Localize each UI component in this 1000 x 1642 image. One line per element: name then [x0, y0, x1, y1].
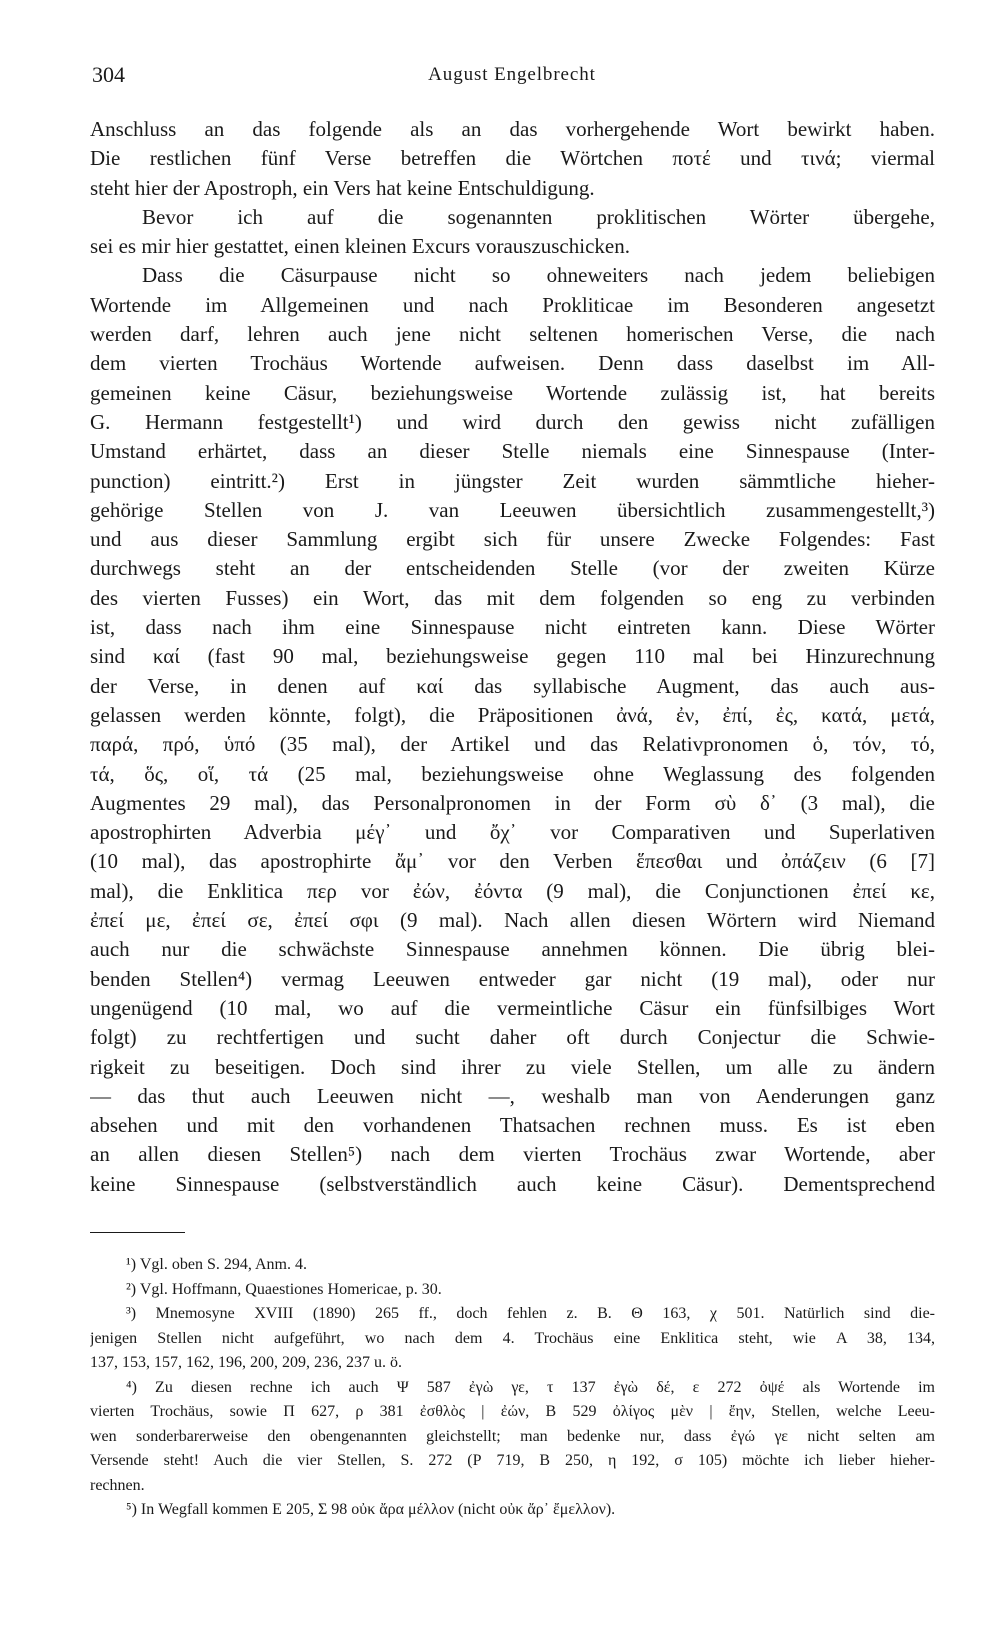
body-line: τά, ὅς, οἵ, τά (25 mal, beziehungsweise ohne Weglassung des folgenden	[90, 761, 935, 786]
footnotes	[90, 1253, 935, 1523]
footnote-line: 137, 153, 157, 162, 196, 200, 209, 236, 237 u. ö.	[90, 1354, 402, 1371]
body-line: — das thut auch Leeuwen nicht —, weshalb man von Aenderungen ganz	[90, 1083, 935, 1108]
body-line: absehen und mit den vorhandenen Thatsachen rechnen muss. Es ist eben	[90, 1113, 935, 1138]
body-line: apostrophirten Adverbia μέγ᾽ und ὄχ᾽ vor Comparativen und Superlativen	[90, 820, 935, 845]
body-line: punction) eintritt.²) Erst in jüngster Zeit wurden sämmtliche hieher-	[90, 468, 935, 493]
page-header	[92, 62, 932, 88]
body-line: an allen diesen Stellen⁵) nach dem vierten Trochäus zwar Wortende, aber	[90, 1142, 935, 1167]
body-line: Umstand erhärtet, dass an dieser Stelle niemals eine Sinnespause (Inter-	[90, 439, 935, 464]
body-line: Die restlichen fünf Verse betreffen die Wörtchen ποτέ und τινά; viermal	[90, 146, 935, 171]
footnote-line: ²) Vgl. Hoffmann, Quaestiones Homericae, p. 30.	[126, 1280, 442, 1298]
body-line: rigkeit zu beseitigen. Doch sind ihrer zu viele Stellen, um alle zu ändern	[90, 1054, 935, 1079]
body-line: keine Sinnespause (selbstverständlich auch keine Cäsur). Dementsprechend	[90, 1171, 935, 1196]
body-line: (10 mal), das apostrophirte ἄμ᾽ vor den Verben ἕπεσθαι und ὀπάζειν (6 [7]	[90, 849, 935, 874]
body-line: ἐπεί με, ἐπεί σε, ἐπεί σφι (9 mal). Nach allen diesen Wörtern wird Niemand	[90, 908, 935, 933]
body-line: benden Stellen⁴) vermag Leeuwen entweder gar nicht (19 mal), oder nur	[90, 966, 935, 991]
footnote-line: ¹) Vgl. oben S. 294, Anm. 4.	[126, 1256, 307, 1273]
body-line: und aus dieser Sammlung ergibt sich für unsere Zwecke Folgendes: Fast	[90, 527, 935, 552]
body-line: mal), die Enklitica περ vor ἐών, ἐόντα (9 mal), die Conjunctionen ἐπεί κε,	[90, 878, 935, 903]
body-line: des vierten Fusses) ein Wort, das mit dem folgenden so eng zu verbinden	[90, 585, 935, 610]
footnote-line: ⁴) Zu diesen rechne ich auch Ψ 587 ἐγὼ γε, τ 137 ἐγὼ δέ, ε 272 ὀψέ als Wortende im	[126, 1378, 935, 1396]
page-number: 304	[92, 62, 125, 87]
body-line: gehörige Stellen von J. van Leeuwen übersichtlich zusammengestellt,³)	[90, 497, 935, 522]
body-line: Augmentes 29 mal), das Personalpronomen in der Form σὺ δ᾽ (3 mal), die	[90, 790, 935, 815]
body-line: ist, dass nach ihm eine Sinnespause nicht eintreten kann. Diese Wörter	[90, 615, 935, 640]
body-line: ungenügend (10 mal, wo auf die vermeintliche Cäsur ein fünfsilbiges Wort	[90, 995, 935, 1020]
running-head: August Engelbrecht	[428, 64, 596, 85]
body-line: steht hier der Apostroph, ein Vers hat keine Entschuldigung.	[90, 175, 595, 200]
footnote-line: ³) Mnemosyne XVIII (1890) 265 ff., doch fehlen z. B. Θ 163, χ 501. Natürlich sind die-	[126, 1305, 935, 1322]
body-line: gemeinen keine Cäsur, beziehungsweise Wortende zulässig ist, hat bereits	[90, 380, 935, 405]
body-text	[90, 115, 935, 1199]
body-line: dem vierten Trochäus Wortende aufweisen. Denn dass daselbst im All-	[90, 351, 935, 376]
footnote-line: Versende steht! Auch die vier Stellen, S. 272 (Ρ 719, Β 250, η 192, σ 105) möchte ich lieber hieher-	[90, 1452, 935, 1469]
body-line: folgt) zu rechtfertigen und sucht daher oft durch Conjectur die Schwie-	[90, 1025, 935, 1050]
body-line: Wortende im Allgemeinen und nach Prokliticae im Besonderen angesetzt	[90, 292, 935, 317]
body-line: der Verse, in denen auf καί das syllabische Augment, das auch aus-	[90, 673, 935, 698]
body-line: auch nur die schwächste Sinnespause annehmen können. Die übrig blei-	[90, 937, 935, 962]
footnote-divider	[90, 1232, 185, 1233]
body-line: Bevor ich auf die sogenannten proklitischen Wörter übergehe,	[142, 204, 935, 229]
body-line: werden darf, lehren auch jene nicht seltenen homerischen Verse, die nach	[90, 322, 935, 347]
footnote-line: ⁵) In Wegfall kommen Ε 205, Σ 98 οὐκ ἄρα μέλλον (nicht οὐκ ἄρ᾽ ἔμελλον).	[126, 1501, 616, 1518]
body-line: Dass die Cäsurpause nicht so ohneweiters nach jedem beliebigen	[142, 263, 935, 288]
footnote-line: rechnen.	[90, 1476, 145, 1494]
body-line: Anschluss an das folgende als an das vorhergehende Wort bewirkt haben.	[90, 117, 935, 141]
body-line: G. Hermann festgestellt¹) und wird durch den gewiss nicht zufälligen	[90, 409, 935, 434]
body-line: sind καί (fast 90 mal, beziehungsweise gegen 110 mal bei Hinzurechnung	[90, 644, 935, 669]
footnote-line: wen sonderbarerweise den obengenannten gleichstellt; man bedenke nur, dass ἐγώ γε nicht selten am	[90, 1427, 935, 1445]
body-line: durchwegs steht an der entscheidenden Stelle (vor der zweiten Kürze	[90, 556, 935, 581]
body-line: sei es mir hier gestattet, einen kleinen Excurs vorauszuschicken.	[90, 234, 630, 259]
footnote-line: vierten Trochäus, sowie Π 627, ρ 381 ἐσθλὸς | ἐών, Β 529 ὀλίγος μὲν | ἔην, Stellen, welche Leeu-	[90, 1403, 935, 1420]
footnote-line: jenigen Stellen nicht aufgeführt, wo nach dem 4. Trochäus eine Enklitica steht, wie Α 38, 134,	[90, 1329, 935, 1347]
body-line: παρά, πρό, ὑπό (35 mal), der Artikel und das Relativpronomen ὁ, τόν, τό,	[90, 732, 935, 757]
body-line: gelassen werden könnte, folgt), die Präpositionen ἀνά, ἐν, ἐπί, ἐς, κατά, μετά,	[90, 702, 935, 727]
